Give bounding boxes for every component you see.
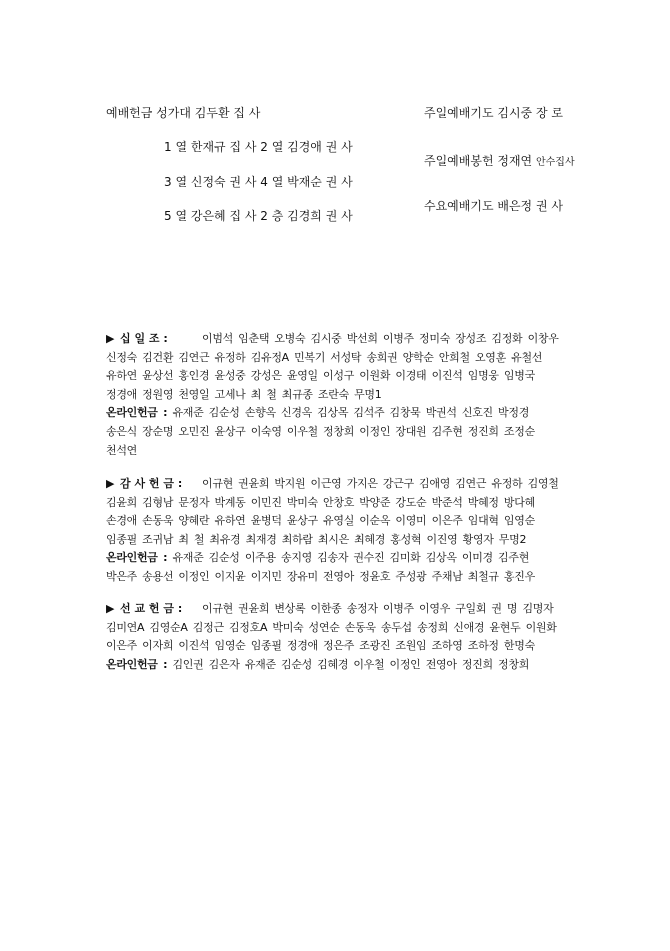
- usher-row-3: 5 열 강은혜 집 사 2 층 김경희 권 사: [164, 209, 353, 223]
- mission-label: 선 교 헌 금 :: [120, 602, 183, 615]
- usher-row-1: 1 열 한재규 집 사 2 열 김경애 권 사: [164, 140, 353, 154]
- mission-line: 이은주 이자희 이진석 임영순 임종필 정경애 정은주 조광진 조원임 조하영 조하정 한명숙: [106, 639, 535, 653]
- online-offering-line: 천석연: [106, 443, 137, 457]
- sunday-offering: [424, 152, 575, 169]
- sunday-offering-title: 안수집사: [535, 157, 575, 168]
- sunday-prayer: 주일예배기도 김시중 장 로: [424, 106, 563, 120]
- thanks-line: 손경애 손동욱 양혜란 유하연 윤병덕 윤상구 유영실 이순옥 이영미 이은주 임대혁 임영순: [106, 514, 535, 528]
- sunday-offering-name: 주일예배봉헌 정재연: [424, 154, 533, 168]
- online-offering-label: 온라인헌금 :: [106, 551, 168, 565]
- online-offering-line: 유재준 김순성 손향옥 신경옥 김상목 김석주 김창묵 박권석 신호진 박정경: [172, 406, 530, 420]
- thanks-line: 임종필 조귀남 최 철 최유경 최재경 최하람 최시은 최혜경 홍성혁 이진영 황영자 무명2: [106, 532, 527, 546]
- arrow-icon: ▶: [106, 602, 115, 615]
- online-offering-label: 온라인헌금 :: [106, 406, 168, 420]
- online-offering-label: 온라인헌금 :: [106, 657, 168, 671]
- online-offering-line: 김인권 김은자 유재준 김순성 김혜경 이우철 이정인 전영아 정진희 정창희: [172, 657, 530, 671]
- mission-section: [106, 600, 566, 674]
- tithe-line: 신정숙 김건환 김연근 유정하 김유정A 민복기 서성탁 송희권 양학순 안희철 오영훈 유철선: [106, 350, 543, 364]
- online-offering-line: 유재준 김순성 이주용 송지영 김송자 권수진 김미화 김상옥 이미경 김주현: [172, 551, 530, 565]
- tithe-section: [106, 330, 566, 460]
- tithe-line: 이범석 임춘택 오병숙 김시중 박선희 이병주 정미숙 장성조 김정화 이창우: [202, 332, 559, 345]
- tithe-line: 유하연 윤상선 홍인경 윤성중 강성은 윤영일 이성구 이원화 이경태 이진석 임명웅 임병국: [106, 369, 535, 383]
- tithe-label: 십 일 조 :: [120, 332, 168, 345]
- usher-row-2: 3 열 신정숙 권 사 4 열 박재순 권 사: [164, 175, 353, 189]
- thanks-label: 감 사 헌 금 :: [120, 477, 183, 490]
- wednesday-prayer: 수요예배기도 배은정 권 사: [424, 199, 563, 213]
- online-offering-line: 송은식 장순명 오민진 윤상구 이숙영 이우철 정창희 이정인 장대원 김주현 정진희 조정순: [106, 424, 535, 438]
- offering-choir: 예배헌금 성가대 김두환 집 사: [106, 106, 261, 120]
- thanks-line: 이규현 권윤희 박지원 이근영 가지은 강근구 김애영 김연근 유정하 김영철: [202, 477, 559, 490]
- mission-line: 김미연A 김영순A 김정근 김정호A 박미숙 성연순 손동욱 송두섭 송정희 신애경 윤현두 이원화: [106, 620, 557, 634]
- arrow-icon: ▶: [106, 477, 115, 490]
- tithe-line: 정경애 정원영 천영일 고세나 최 철 최규종 조란숙 무명1: [106, 387, 382, 401]
- mission-line: 이규현 권윤희 변상록 이한종 송정자 이병주 이영우 구일회 권 명 김명자: [202, 602, 554, 615]
- thanks-section: [106, 475, 566, 587]
- thanks-line: 김윤희 김형남 문정자 박계동 이민진 박미숙 안창호 박양준 강도순 박준석 박혜정 방다혜: [106, 495, 535, 509]
- online-offering-line: 박은주 송용선 이정인 이지윤 이지민 장유미 전영아 정윤호 주성광 주채남 최철규 홍진우: [106, 569, 535, 583]
- arrow-icon: ▶: [106, 332, 115, 345]
